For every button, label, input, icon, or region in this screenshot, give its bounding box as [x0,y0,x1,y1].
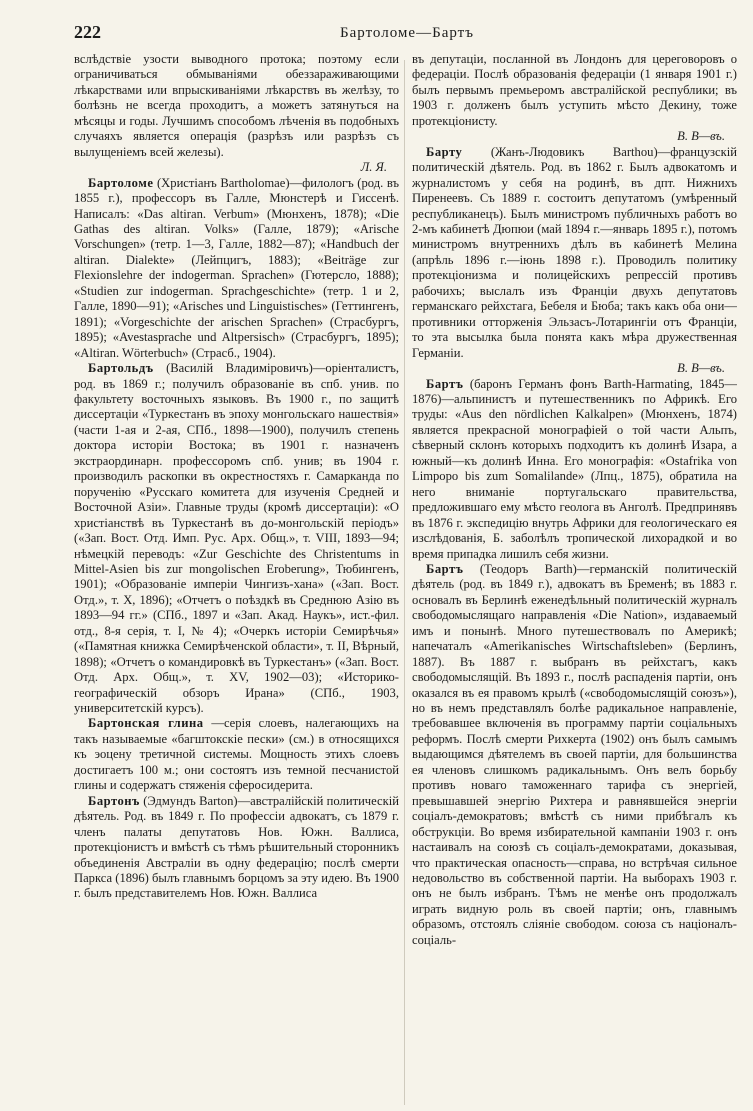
entry-bartold [74,361,399,716]
entry-headword: Бартонъ [88,793,140,808]
entry-text: (Христіанъ Bartholomae)—филологъ (род. въ 1855 г.), профессоръ въ Галле, Мюнстерѣ и Гиссенѣ. Написалъ: «Das altiran. Verbum» (Мюнхенъ, 1878); «Die Gathas des altiran. Volks» (Галле, 1879); «Arische Vorschungen» (тетр. 1—3, Галле, 1882—87); «Handbuch der altiran. Dialekte» (Лейпцигъ, 1883); «Beiträge zur Flexionslehre der indogerman. Sprachen» (Гютерсло, 1888); «Studien zur indogerman. Sprachgeschichte» (тетр. 1 и 2, Галле, 1890—91); «Arisches und Linguistisches» (Геттингенъ, 1891); «Vorgeschichte der arischen Sprachen» (Страсбургъ, 1895); «Avestasprache und Altpersisch» (Страсбургъ, 1895); «Altiran. Wörterbuch» (Страсб., 1904). [74,175,399,360]
entry-headword: Бартъ [426,561,464,576]
running-head: Бартоломе—Бартъ [340,25,474,41]
entry-continuation [74,52,399,176]
left-column [74,52,399,1102]
entry-text: въ депутаціи, посланной въ Лондонъ для цереговоровъ о федераціи. Послѣ образованія федераціи (1 января 1901 г.) былъ первымъ премьеромъ австралійской республики; въ 1903 г. долженъ былъ уступить мѣсто Декину, тоже протекціонисту. [412,52,737,128]
page-number: 222 [74,22,101,42]
entry-bart-german [412,377,737,562]
entry-text: (баронъ Германъ фонъ Barth-Harmating, 1845—1876)—альпинистъ и путешественникъ по Африкѣ. Его труды: «Aus den nördlichen Kalkalpen» (Мюнхенъ, 1874) является прекрасной монографіей о той части Альпъ, сѣверный склонъ которыхъ подходитъ къ долинѣ Изара, а южный—къ долинѣ Инна. Его монографія: «Ostafrika von Limpopo bis zum Somalilande» (Лпц., 1875), обратила на него вниманіе португальскаго правительства, предложившаго ему мѣсто геолога въ Анголѣ. Предпринявъ въ 1876 г. экспедицію внутрь Африки для геологическаго ея изслѣдованія, Б. заболѣлъ тропической лихорадкой и во время припадка лишилъ себя жизни. [412,376,737,561]
entry-text: (Эдмундъ Barton)—австралійскій политическій дѣятель. Род. въ 1849 г. По профессіи адвокатъ, съ 1879 г. членъ палаты депутатовъ Нов. Южн. Валлиса, протекціонистъ и вмѣстѣ съ тѣмъ рѣшительный сторонникъ объединенія Австраліи въ одну федерацію; послѣ смерти Паркса (1896) былъ главнымъ борцомъ за эту идею. Въ 1900 г. былъ представителемъ Нов. Южн. Валлиса [74,793,399,901]
entry-headword: Бартольдъ [88,361,154,376]
entry-text: (Теодоръ Barth)—германскій политическій дѣятель (род. въ 1849 г.), адвокатъ въ Бременѣ; въ 1883 г. основалъ въ Берлинѣ еженедѣльный политическій журналъ свободомыслящаго направленія «Die Nation», издаваемый имъ и понынѣ. Много путешествовалъ по Америкѣ; напечаталъ «Amerikanisches Wirtschaftsleben» (Берлинъ, 1887). Въ 1887 г. выбранъ въ рейхстагъ, какъ свободомыслящій. Въ 1893 г., послѣ распаденія партіи, онъ оказался въ ея правомъ крылѣ («свободомыслящій союзъ»), но въ немъ представлялъ болѣе радикальное направленіе, требовавшее включенія въ программу партіи соціальныхъ реформъ. Послѣ смерти Рихкерта (1902) онъ былъ самымъ выдающимся дѣятелемъ въ своей партіи, для большинства ея членовъ слишкомъ радикальнымъ. Онъ велъ борьбу противъ новаго таможеннаго тарифа съ энергіей, превышавшей энергію Рихтера и равнявшейся энергіи соціалъ-демократовъ; вмѣстѣ съ ними прибѣгалъ къ обструкціи. Во время избирательной кампаніи 1903 г. онъ настаивалъ на союзѣ съ соціалъ-демократами, доказывая, что практическая опасность—справа, но встрѣчая сильное недовольство въ собственной партіи. На выборахъ 1903 г. онъ не былъ избранъ. Тѣмъ не менѣе онъ продолжалъ играть видную роль въ своей партіи; онъ, главнымъ образомъ, отстоялъ сліяніе свободом. союза съ націоналъ-соціаль- [412,561,737,947]
entry-headword: Барту [426,144,463,159]
entry-text: (Василій Владиміровичъ)—оріенталистъ, род. въ 1869 г.; получилъ образованіе въ спб. унив. по факультету восточныхъ языковъ. Въ 1900 г., по защитѣ диссертаціи «Туркестанъ въ эпоху монгольскаго нашествія» (части 1-ая и 2-ая, СПб., 1898—1900), получилъ степень доктора исторіи Востока; въ 1901 г. назначенъ экстраординарн. профессоромъ спб. унив; въ 1904 г. производилъ раскопки въ окрестностяхъ г. Самарканда по порученію «Русскаго комитета для изученія Средней и Восточной Азіи». Главные труды (кромѣ диссертаціи): «О христіанствѣ въ Туркестанѣ въ до-монгольскій періодъ» («Зап. Вост. Отд. Имп. Рус. Арх. Общ.», т. VIII, 1893—94; нѣмецкій переводъ: «Zur Geschichte des Christentums in Mittel-Asien bis zur mongolischen Eroberung», Тюбингенъ, 1901); «Образованіе имперіи Чингизъ-хана» («Зап. Вост. Отд.», т. X, 1896); «Отчетъ о поѣздкѣ въ Среднюю Азію въ 1893—94 гг.» (СПб., 1897 и «Зап. Акад. Наукъ», ист.-фил. отд., 8-я серія, т. I, № 4); «Очеркъ исторіи Семирѣчья» («Памятная книжка Семирѣченской области», т. II, Вѣрный, 1898); «Отчетъ о командировкѣ въ Туркестанъ» («Зап. Вост. Отд. Арх. Общ.», т. XV, 1902—03); «Историко-географическій обзоръ Ирана» (СПб., 1903, университетскій курсъ). [74,361,399,716]
entry-signature: В. В—въ. [677,129,725,144]
page-header [0,20,753,50]
entry-headword: Бартонская глина [88,716,204,731]
entry-signature: Л. Я. [360,160,387,175]
entry-bart-teodor [412,562,737,948]
entry-bartu [412,145,737,377]
entry-headword: Бартоломе [88,175,154,190]
column-divider [404,60,405,1105]
entry-text: (Жанъ-Людовикъ Barthou)—французскій политическій дѣятель. Род. въ 1862 г. Былъ адвокатомъ и журналистомъ у себя на родинѣ, въ дпт. Нижнихъ Пиренеевъ. Съ 1889 г. состоитъ депутатомъ (умѣренный республиканецъ). Былъ министромъ публичныхъ работъ во 2-мъ кабинетѣ Дюпюи (май 1894 г.—январь 1895 г.), потомъ министромъ внутреннихъ дѣлъ въ кабинетѣ Мелина (апрѣль 1896 г.—іюнь 1898 г.). Проводилъ политику протекціонизма и полицейскихъ репрессій противъ рабочихъ; выслалъ изъ Франціи двухъ депутатовъ германскаго рейхстага, Бебеля и Бюба; такъ какъ оба они—противники отторженія Эльзасъ-Лотарингіи отъ Франціи, то эта высылка была понята какъ мѣра дружественная Германіи. [412,144,737,360]
entry-text: —серія слоевъ, налегающихъ на такъ называемые «багштокскіе пески» (см.) в относящихся къ эоцену третичной системы. Мощность этихъ слоевъ достигаетъ 100 м.; они состоятъ изъ темной песчанистой глины и содержатъ стяженія сферосидерита. [74,716,399,793]
entry-text: вслѣдствіе узости выводного протока; поэтому если ограничиваться обмываніями обеззараживающими лѣкарствами или впрыскиваніями лѣкарствъ въ желѣзу, то болѣзнь не всегда проходитъ, а можетъ затянуться на мѣсяцы и годы. Лучшимъ способомъ лѣченія въ подобныхъ случаяхъ является операція (разрѣзъ или разрѣзъ съ вылущеніемъ всей железы). [74,52,399,159]
entry-bartolome [74,176,399,361]
entry-continuation [412,52,737,145]
entry-headword: Бартъ [426,376,464,391]
entry-barton [74,794,399,902]
right-column [412,52,737,1102]
entry-signature: В. В—въ. [677,361,725,376]
entry-bartonskaya-glina [74,716,399,793]
